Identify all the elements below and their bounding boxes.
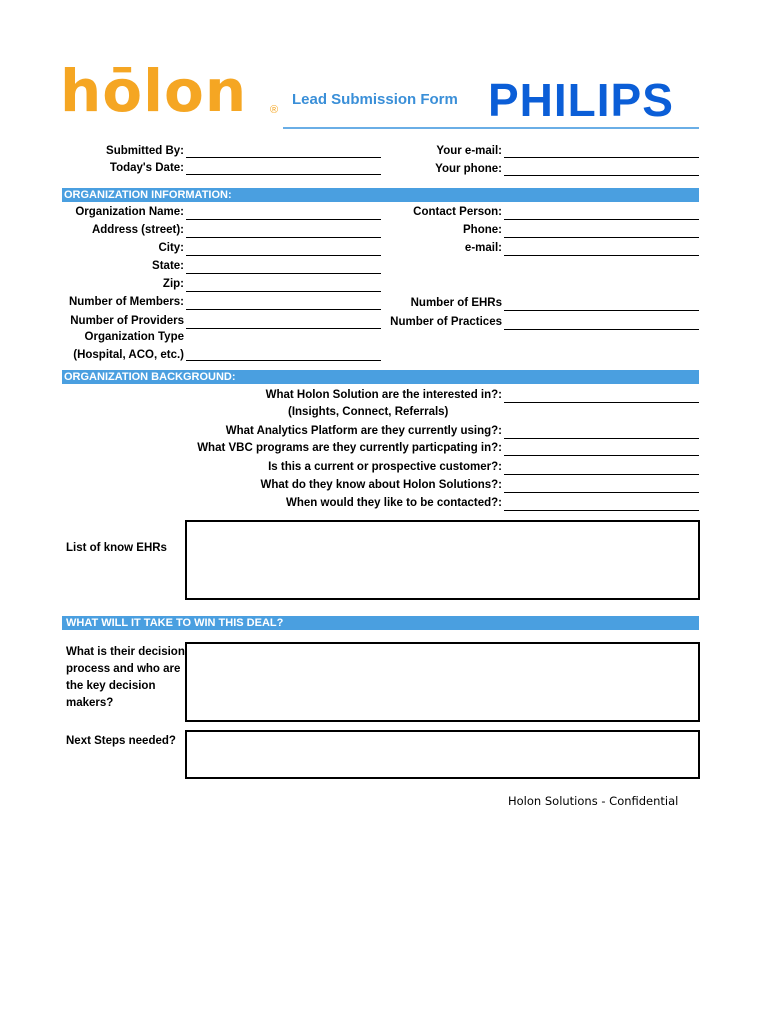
vbc-question: What VBC programs are they currently particpating in?:	[197, 442, 502, 454]
decision-label-line-1: What is their decision	[66, 646, 185, 658]
providers-field[interactable]	[186, 328, 381, 329]
decision-textarea[interactable]	[185, 642, 700, 722]
submitted-by-field[interactable]	[186, 157, 381, 158]
form-title: Lead Submission Form	[292, 91, 458, 108]
your-phone-label: Your phone:	[435, 163, 502, 175]
org-info-heading-bar	[62, 188, 699, 202]
submitted-by-label: Submitted By:	[106, 145, 184, 157]
customer-question: Is this a current or prospective customer?:	[268, 461, 502, 473]
ehrs-field[interactable]	[504, 310, 699, 311]
todays-date-label: Today's Date:	[109, 162, 184, 174]
holon-logo	[60, 57, 285, 125]
ehrs-label: Number of EHRs	[410, 297, 502, 309]
know-question: What do they know about Holon Solutions?:	[260, 479, 502, 491]
contact-time-field[interactable]	[504, 510, 699, 511]
state-label: State:	[152, 260, 184, 272]
contact-question: When would they like to be contacted?:	[286, 497, 502, 509]
practices-label: Number of Practices	[390, 316, 502, 328]
contact-person-field[interactable]	[504, 219, 699, 220]
decision-label-line-2: process and who are	[66, 663, 181, 675]
members-field[interactable]	[186, 309, 381, 310]
philips-logo: PHILIPS	[488, 74, 674, 126]
customer-field[interactable]	[504, 474, 699, 475]
email-field[interactable]	[504, 255, 699, 256]
decision-label-line-4: makers?	[66, 697, 114, 709]
vbc-field[interactable]	[504, 455, 699, 456]
decision-label-line-3: the key decision	[66, 680, 156, 692]
org-background-heading: ORGANIZATION BACKGROUND:	[64, 371, 236, 383]
contact-person-label: Contact Person:	[413, 206, 502, 218]
header-rule	[283, 127, 699, 129]
analytics-question: What Analytics Platform are they currently using?:	[225, 425, 502, 437]
address-label: Address (street):	[91, 224, 184, 236]
solution-question: What Holon Solution are the interested in?:	[265, 389, 502, 401]
org-type-label: Organization Type	[84, 331, 184, 343]
city-label: City:	[158, 242, 184, 254]
your-phone-field[interactable]	[504, 175, 699, 176]
state-field[interactable]	[186, 273, 381, 274]
city-field[interactable]	[186, 255, 381, 256]
org-name-field[interactable]	[186, 219, 381, 220]
deal-heading-bar	[62, 616, 699, 630]
org-info-heading: ORGANIZATION INFORMATION:	[64, 189, 232, 201]
next-steps-label: Next Steps needed?	[66, 735, 176, 747]
org-name-label: Organization Name:	[75, 206, 184, 218]
deal-heading: WHAT WILL IT TAKE TO WIN THIS DEAL?	[66, 617, 284, 629]
zip-label: Zip:	[162, 278, 184, 290]
practices-field[interactable]	[504, 329, 699, 330]
members-label: Number of Members:	[68, 296, 184, 308]
registered-mark: ®	[270, 104, 279, 116]
solution-hint: (Insights, Connect, Referrals)	[288, 406, 449, 418]
confidential-footer: Holon Solutions - Confidential	[508, 794, 679, 808]
providers-label: Number of Providers	[70, 315, 184, 327]
analytics-field[interactable]	[504, 438, 699, 439]
todays-date-field[interactable]	[186, 174, 381, 175]
org-type-field[interactable]	[186, 360, 381, 361]
your-email-label: Your e-mail:	[436, 145, 502, 157]
ehr-list-label: List of know EHRs	[66, 542, 167, 554]
zip-field[interactable]	[186, 291, 381, 292]
phone-field[interactable]	[504, 237, 699, 238]
solution-field[interactable]	[504, 402, 699, 403]
org-type-hint: (Hospital, ACO, etc.)	[73, 349, 184, 361]
know-field[interactable]	[504, 492, 699, 493]
your-email-field[interactable]	[504, 157, 699, 158]
holon-logo-text: hōlon	[60, 57, 248, 125]
phone-label: Phone:	[463, 224, 502, 236]
address-field[interactable]	[186, 237, 381, 238]
org-background-heading-bar	[62, 370, 699, 384]
email-label: e-mail:	[464, 242, 502, 254]
next-steps-textarea[interactable]	[185, 730, 700, 779]
ehr-list-textarea[interactable]	[185, 520, 700, 600]
